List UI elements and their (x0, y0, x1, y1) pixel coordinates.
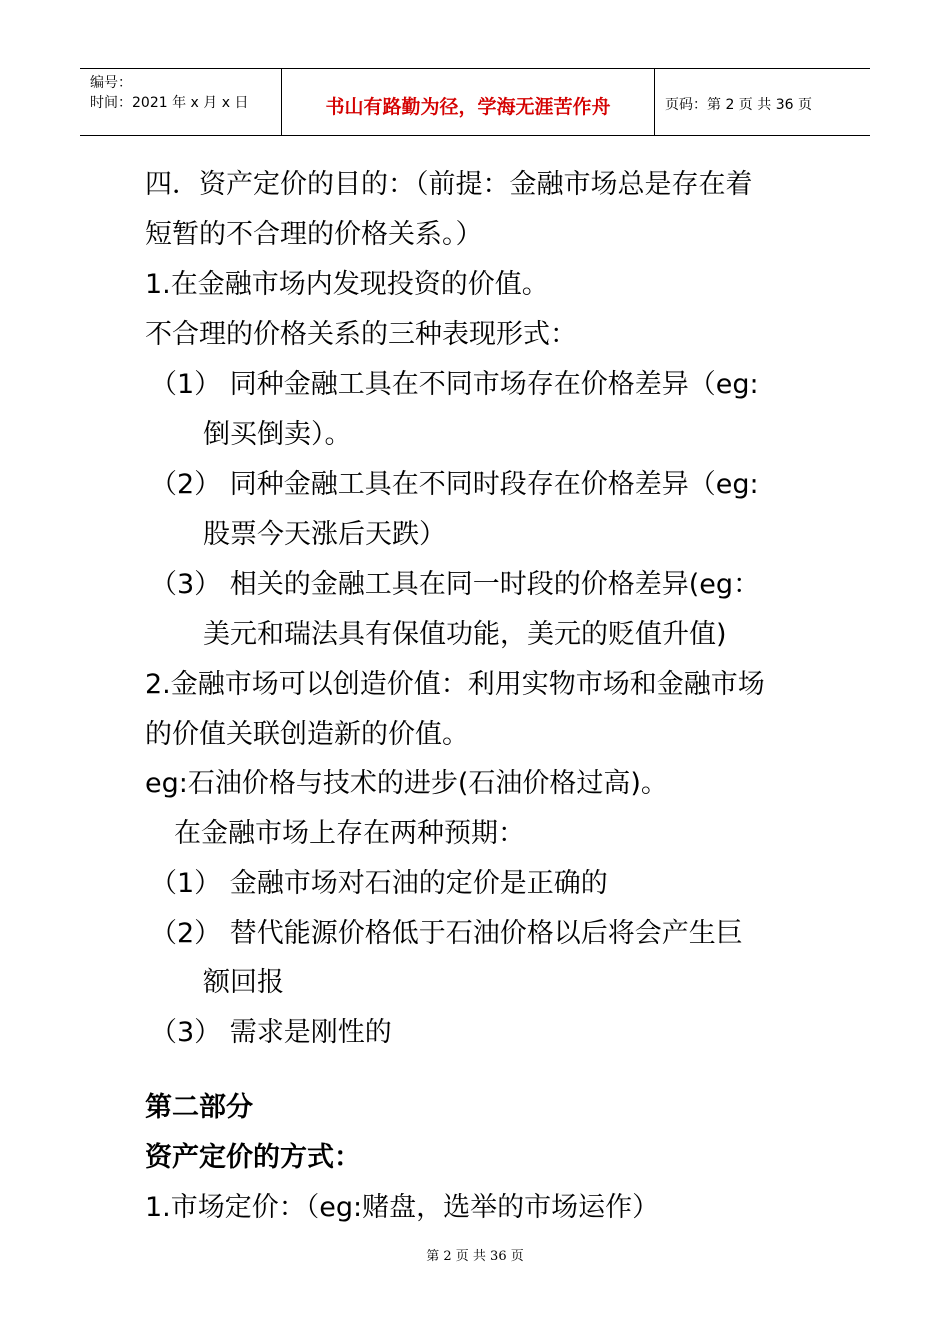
text-line: 在金融市场上存在两种预期： (174, 818, 525, 849)
list-item: （1） 同种金融工具在不同市场存在价格差异（eg: (150, 369, 759, 400)
text-line: eg:石油价格与技术的进步(石油价格过高)。 (145, 768, 668, 799)
header-meta-cell (80, 69, 282, 135)
text-line: 1.市场定价：（eg:赌盘，选举的市场运作） (145, 1192, 660, 1223)
text-line: 2.金融市场可以创造价值：利用实物市场和金融市场 (145, 669, 765, 700)
header-motto: 书山有路勤为径，学海无涯苦作舟 (282, 69, 655, 135)
list-item: （3） 相关的金融工具在同一时段的价格差异(eg： (150, 569, 761, 600)
list-item: （2） 同种金融工具在不同时段存在价格差异（eg: (150, 469, 759, 500)
document-number-label: 编号： (90, 75, 132, 91)
list-item: （1） 金融市场对石油的定价是正确的 (150, 868, 608, 899)
text-line: 1.在金融市场内发现投资的价值。 (145, 269, 549, 300)
list-item-continuation: 股票今天涨后天跌） (203, 519, 446, 550)
list-item: （3） 需求是刚性的 (150, 1017, 392, 1048)
document-time-label: 时间：2021 年 x 月 x 日 (90, 95, 249, 111)
list-item-continuation: 额回报 (203, 967, 284, 998)
list-item-continuation: 倒买倒卖）。 (203, 419, 352, 450)
list-item-continuation: 美元和瑞法具有保值功能，美元的贬值升值) (203, 619, 727, 650)
text-line: 短暂的不合理的价格关系。） (145, 219, 483, 250)
text-line: 的价值关联创造新的价值。 (145, 719, 469, 750)
document-header (80, 68, 870, 136)
text-line: 不合理的价格关系的三种表现形式： (145, 319, 577, 350)
section-heading: 第二部分 (145, 1092, 253, 1123)
header-page-info: 页码：第 2 页 共 36 页 (665, 97, 812, 113)
subsection-heading: 资产定价的方式： (145, 1142, 361, 1173)
list-item: （2） 替代能源价格低于石油价格以后将会产生巨 (150, 918, 743, 949)
page-footer: 第 2 页 共 36 页 (426, 1249, 524, 1264)
text-line: 四．资产定价的目的：（前提：金融市场总是存在着 (145, 169, 753, 200)
